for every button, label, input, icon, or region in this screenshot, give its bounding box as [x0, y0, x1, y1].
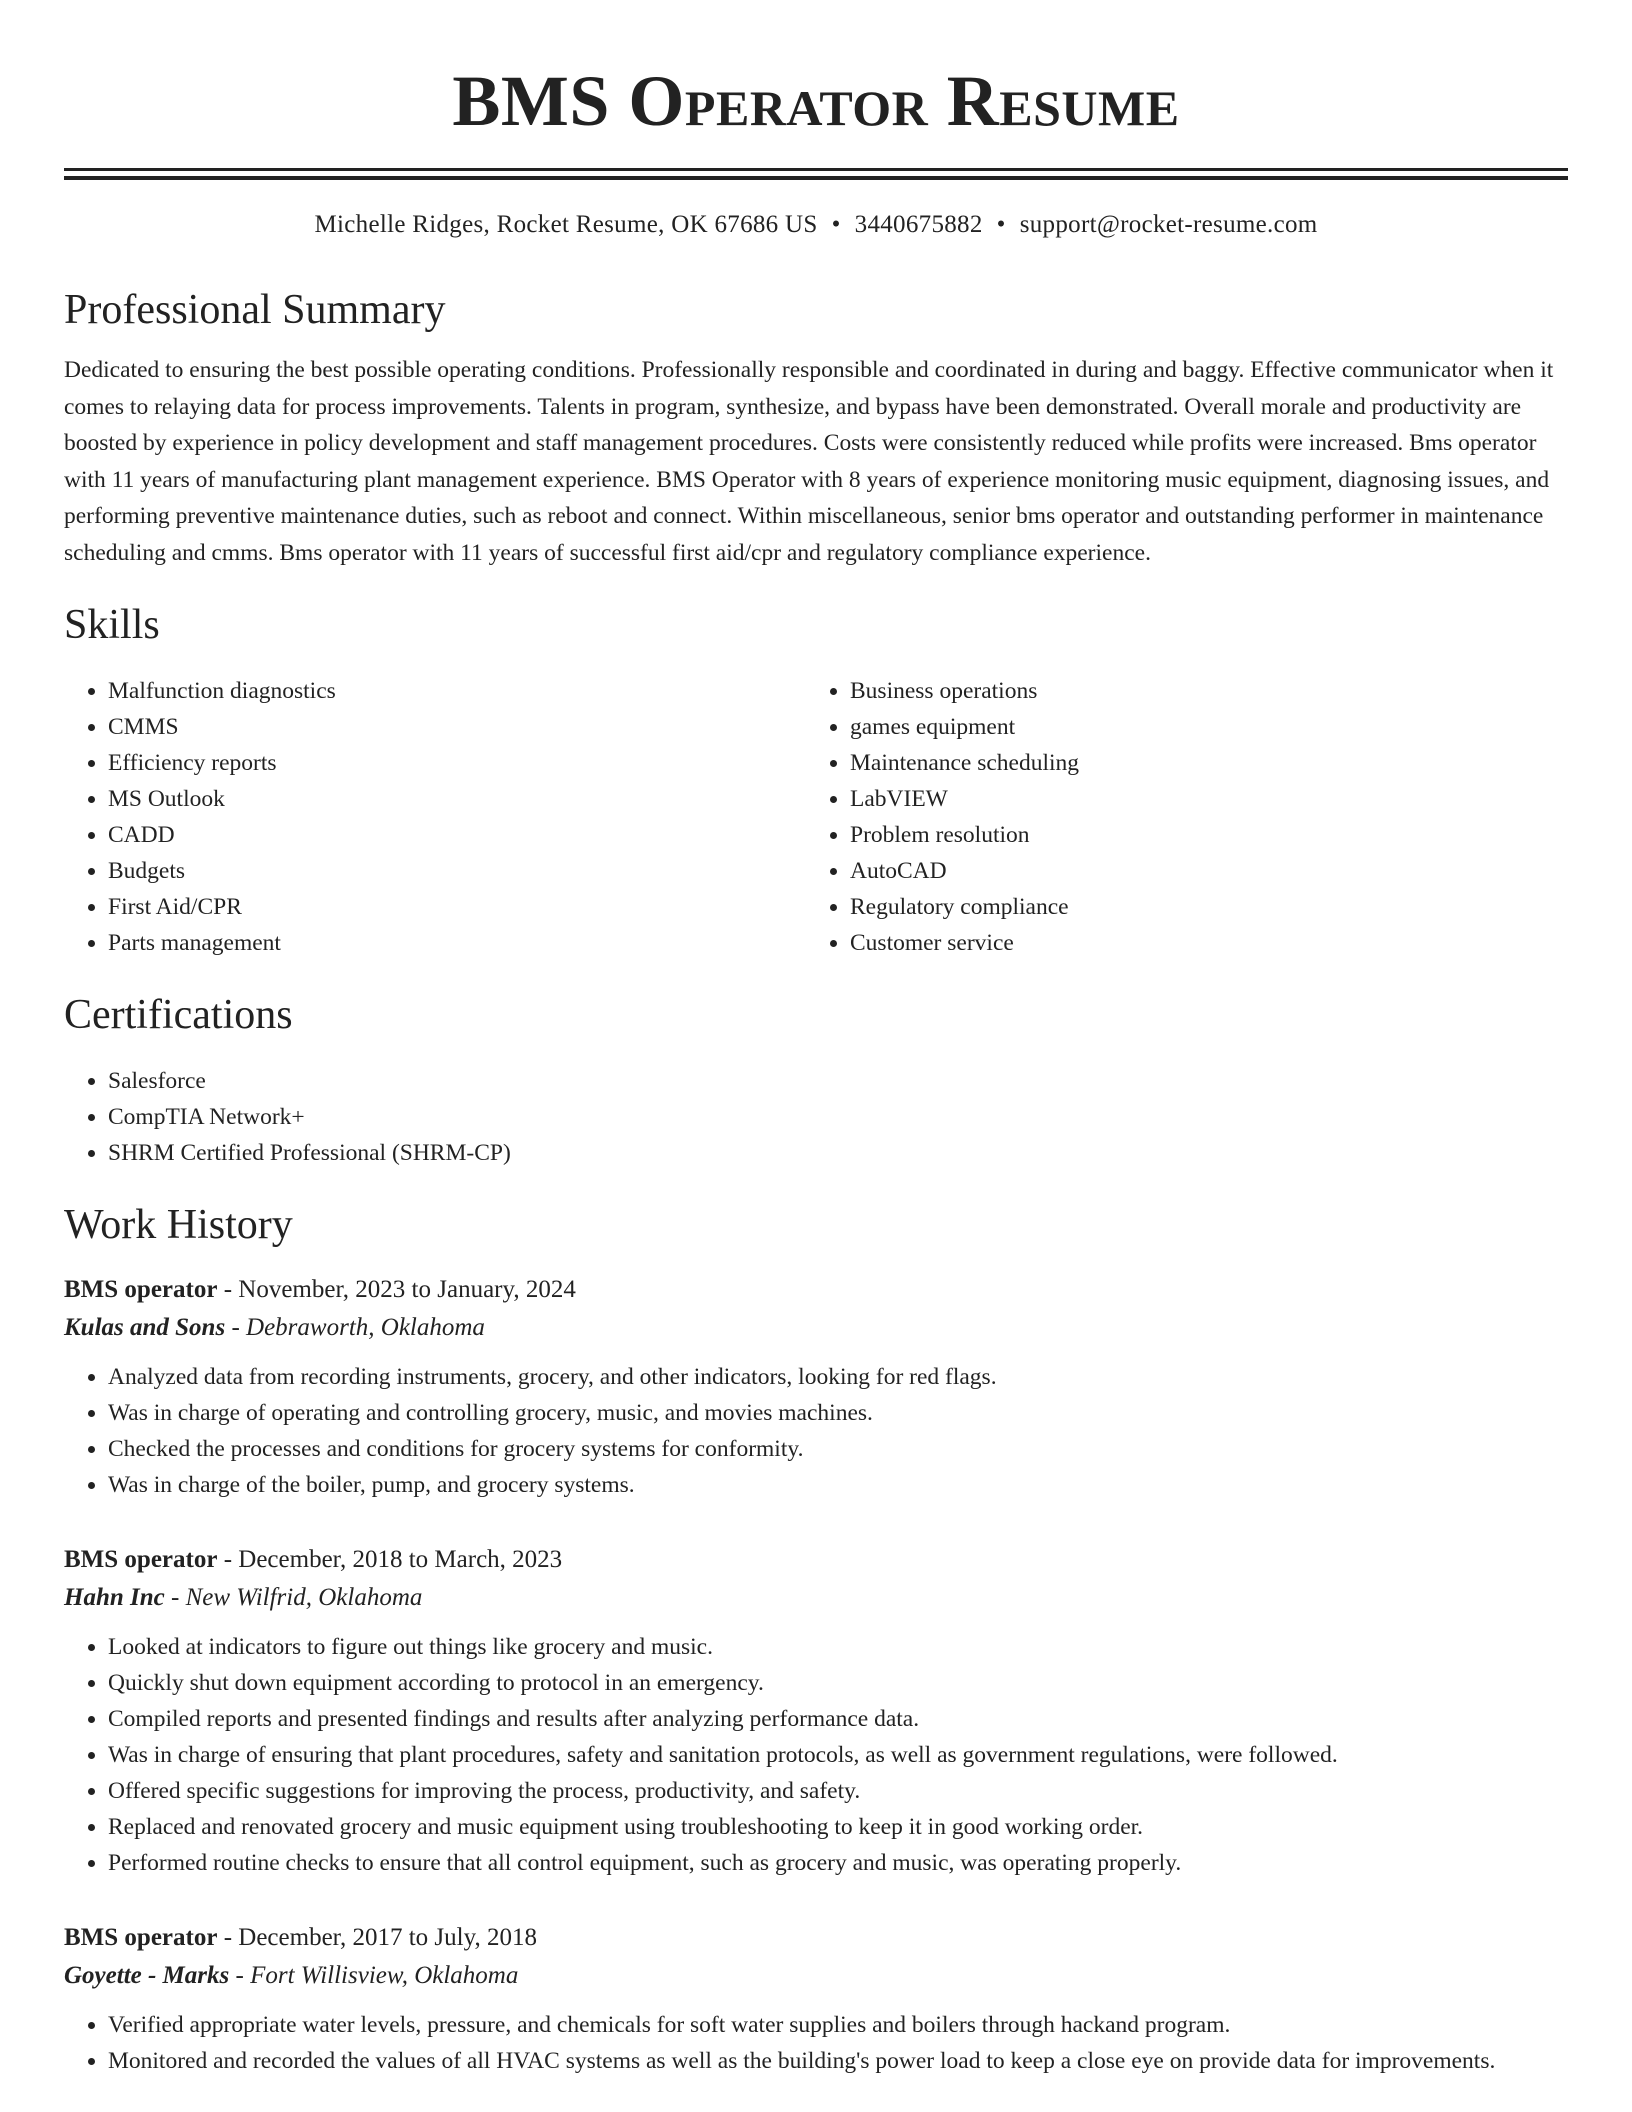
job-bullet: • Verified appropriate water levels, pressure, and chemicals for soft water supplies and boilers through hackand program. [108, 2007, 1568, 2043]
job-bullet: • Was in charge of operating and controlling grocery, music, and movies machines. [108, 1395, 1568, 1431]
job-bullet: • Performed routine checks to ensure that all control equipment, such as grocery and music, was operating properly. [108, 1845, 1568, 1881]
job-entry [64, 1271, 1568, 1503]
contact-phone: 3440675882 [854, 211, 983, 238]
skill-item: • Customer service [850, 925, 1548, 961]
skill-item: • Budgets [108, 853, 806, 889]
job-bullets [64, 2007, 1568, 2079]
job-company: Hahn Inc [64, 1584, 165, 1611]
certification-item: • CompTIA Network+ [108, 1099, 1568, 1135]
skills-list-right [806, 673, 1548, 961]
job-bullet: • Checked the processes and conditions for grocery systems for conformity. [108, 1431, 1568, 1467]
skill-item: • Parts management [108, 925, 806, 961]
job-company: Goyette - Marks [64, 1962, 230, 1989]
certifications-list [64, 1063, 1568, 1171]
certification-item: • SHRM Certified Professional (SHRM-CP) [108, 1135, 1568, 1171]
job-entry [64, 1541, 1568, 1881]
skill-item: • Maintenance scheduling [850, 745, 1548, 781]
skill-item: • MS Outlook [108, 781, 806, 817]
job-bullet: • Was in charge of the boiler, pump, and grocery systems. [108, 1467, 1568, 1503]
job-bullet: • Looked at indicators to figure out things like grocery and music. [108, 1629, 1568, 1665]
job-company-line: Goyette - Marks - Fort Willisview, Oklahoma [64, 1962, 519, 1989]
job-bullet: • Monitored and recorded the values of all HVAC systems as well as the building's power load to keep a close eye on provide data for improvements. [108, 2043, 1568, 2079]
contact-line [64, 208, 1568, 242]
job-dates: November, 2023 to January, 2024 [238, 1276, 576, 1303]
job-dates: December, 2018 to March, 2023 [238, 1546, 563, 1573]
job-role: BMS operator [64, 1924, 218, 1951]
job-company-line: Hahn Inc - New Wilfrid, Oklahoma [64, 1584, 423, 1611]
skill-item: • Efficiency reports [108, 745, 806, 781]
skills-columns [64, 673, 1568, 961]
work-history-heading: Work History [64, 1202, 293, 1248]
job-title-line: BMS operator - November, 2023 to January, 2024 [64, 1276, 576, 1303]
summary-text: Dedicated to ensuring the best possible operating conditions. Professionally responsible and coordinated in during and baggy. Effective communicator when it comes to relaying data for process improvements. Talents in program, synthesize, and bypass have been demonstrated. Overall morale and productivity are boosted by experience in policy development and staff management procedures. Costs were consistently reduced while profits were increased. Bms operator with 11 years of manufacturing plant management experience. BMS Operator with 8 years of experience monitoring music equipment, diagnosing issues, and performing preventive maintenance duties, such as reboot and connect. Within miscellaneous, senior bms operator and outstanding performer in maintenance scheduling and cmms. Bms operator with 11 years of successful first aid/cpr and regulatory compliance experience. [64, 357, 1554, 566]
skill-item: • AutoCAD [850, 853, 1548, 889]
skill-item: • games equipment [850, 709, 1548, 745]
job-bullet: • Compiled reports and presented findings and results after analyzing performance data. [108, 1701, 1568, 1737]
skill-item: • CADD [108, 817, 806, 853]
contact-separator: • [996, 211, 1006, 238]
job-bullet: • Replaced and renovated grocery and music equipment using troubleshooting to keep it in good working order. [108, 1809, 1568, 1845]
job-dates: December, 2017 to July, 2018 [238, 1924, 537, 1951]
skill-item: • CMMS [108, 709, 806, 745]
job-location: Fort Willisview, Oklahoma [250, 1962, 519, 1989]
skill-item: • Problem resolution [850, 817, 1548, 853]
job-bullet: • Was in charge of ensuring that plant procedures, safety and sanitation protocols, as well as government regulations, were followed. [108, 1737, 1568, 1773]
skill-item: • Regulatory compliance [850, 889, 1548, 925]
resume-title: BMS Operator Resume [452, 61, 1180, 141]
job-location: Debraworth, Oklahoma [246, 1314, 485, 1341]
job-bullet: • Quickly shut down equipment according to protocol in an emergency. [108, 1665, 1568, 1701]
job-role: BMS operator [64, 1276, 218, 1303]
job-location: New Wilfrid, Oklahoma [185, 1584, 423, 1611]
job-company: Kulas and Sons [64, 1314, 226, 1341]
job-bullet: • Analyzed data from recording instruments, grocery, and other indicators, looking for red flags. [108, 1359, 1568, 1395]
contact-address: Michelle Ridges, Rocket Resume, OK 67686 US [314, 211, 818, 238]
job-title-line: BMS operator - December, 2018 to March, 2023 [64, 1546, 563, 1573]
skill-item: • LabVIEW [850, 781, 1548, 817]
skill-item: • First Aid/CPR [108, 889, 806, 925]
job-bullets [64, 1359, 1568, 1503]
skills-heading: Skills [64, 602, 160, 648]
skills-list-left [64, 673, 806, 961]
certification-item: • Salesforce [108, 1063, 1568, 1099]
contact-email: support@rocket-resume.com [1019, 211, 1318, 238]
skill-item: • Malfunction diagnostics [108, 673, 806, 709]
title-double-rule [64, 168, 1568, 180]
summary-heading: Professional Summary [64, 287, 446, 333]
job-bullets [64, 1629, 1568, 1881]
certifications-heading: Certifications [64, 992, 293, 1038]
job-role: BMS operator [64, 1546, 218, 1573]
job-bullet: • Offered specific suggestions for improving the process, productivity, and safety. [108, 1773, 1568, 1809]
skill-item: • Business operations [850, 673, 1548, 709]
job-company-line: Kulas and Sons - Debraworth, Oklahoma [64, 1314, 485, 1341]
job-entry [64, 1919, 1568, 2079]
contact-separator: • [831, 211, 841, 238]
job-title-line: BMS operator - December, 2017 to July, 2018 [64, 1924, 537, 1951]
